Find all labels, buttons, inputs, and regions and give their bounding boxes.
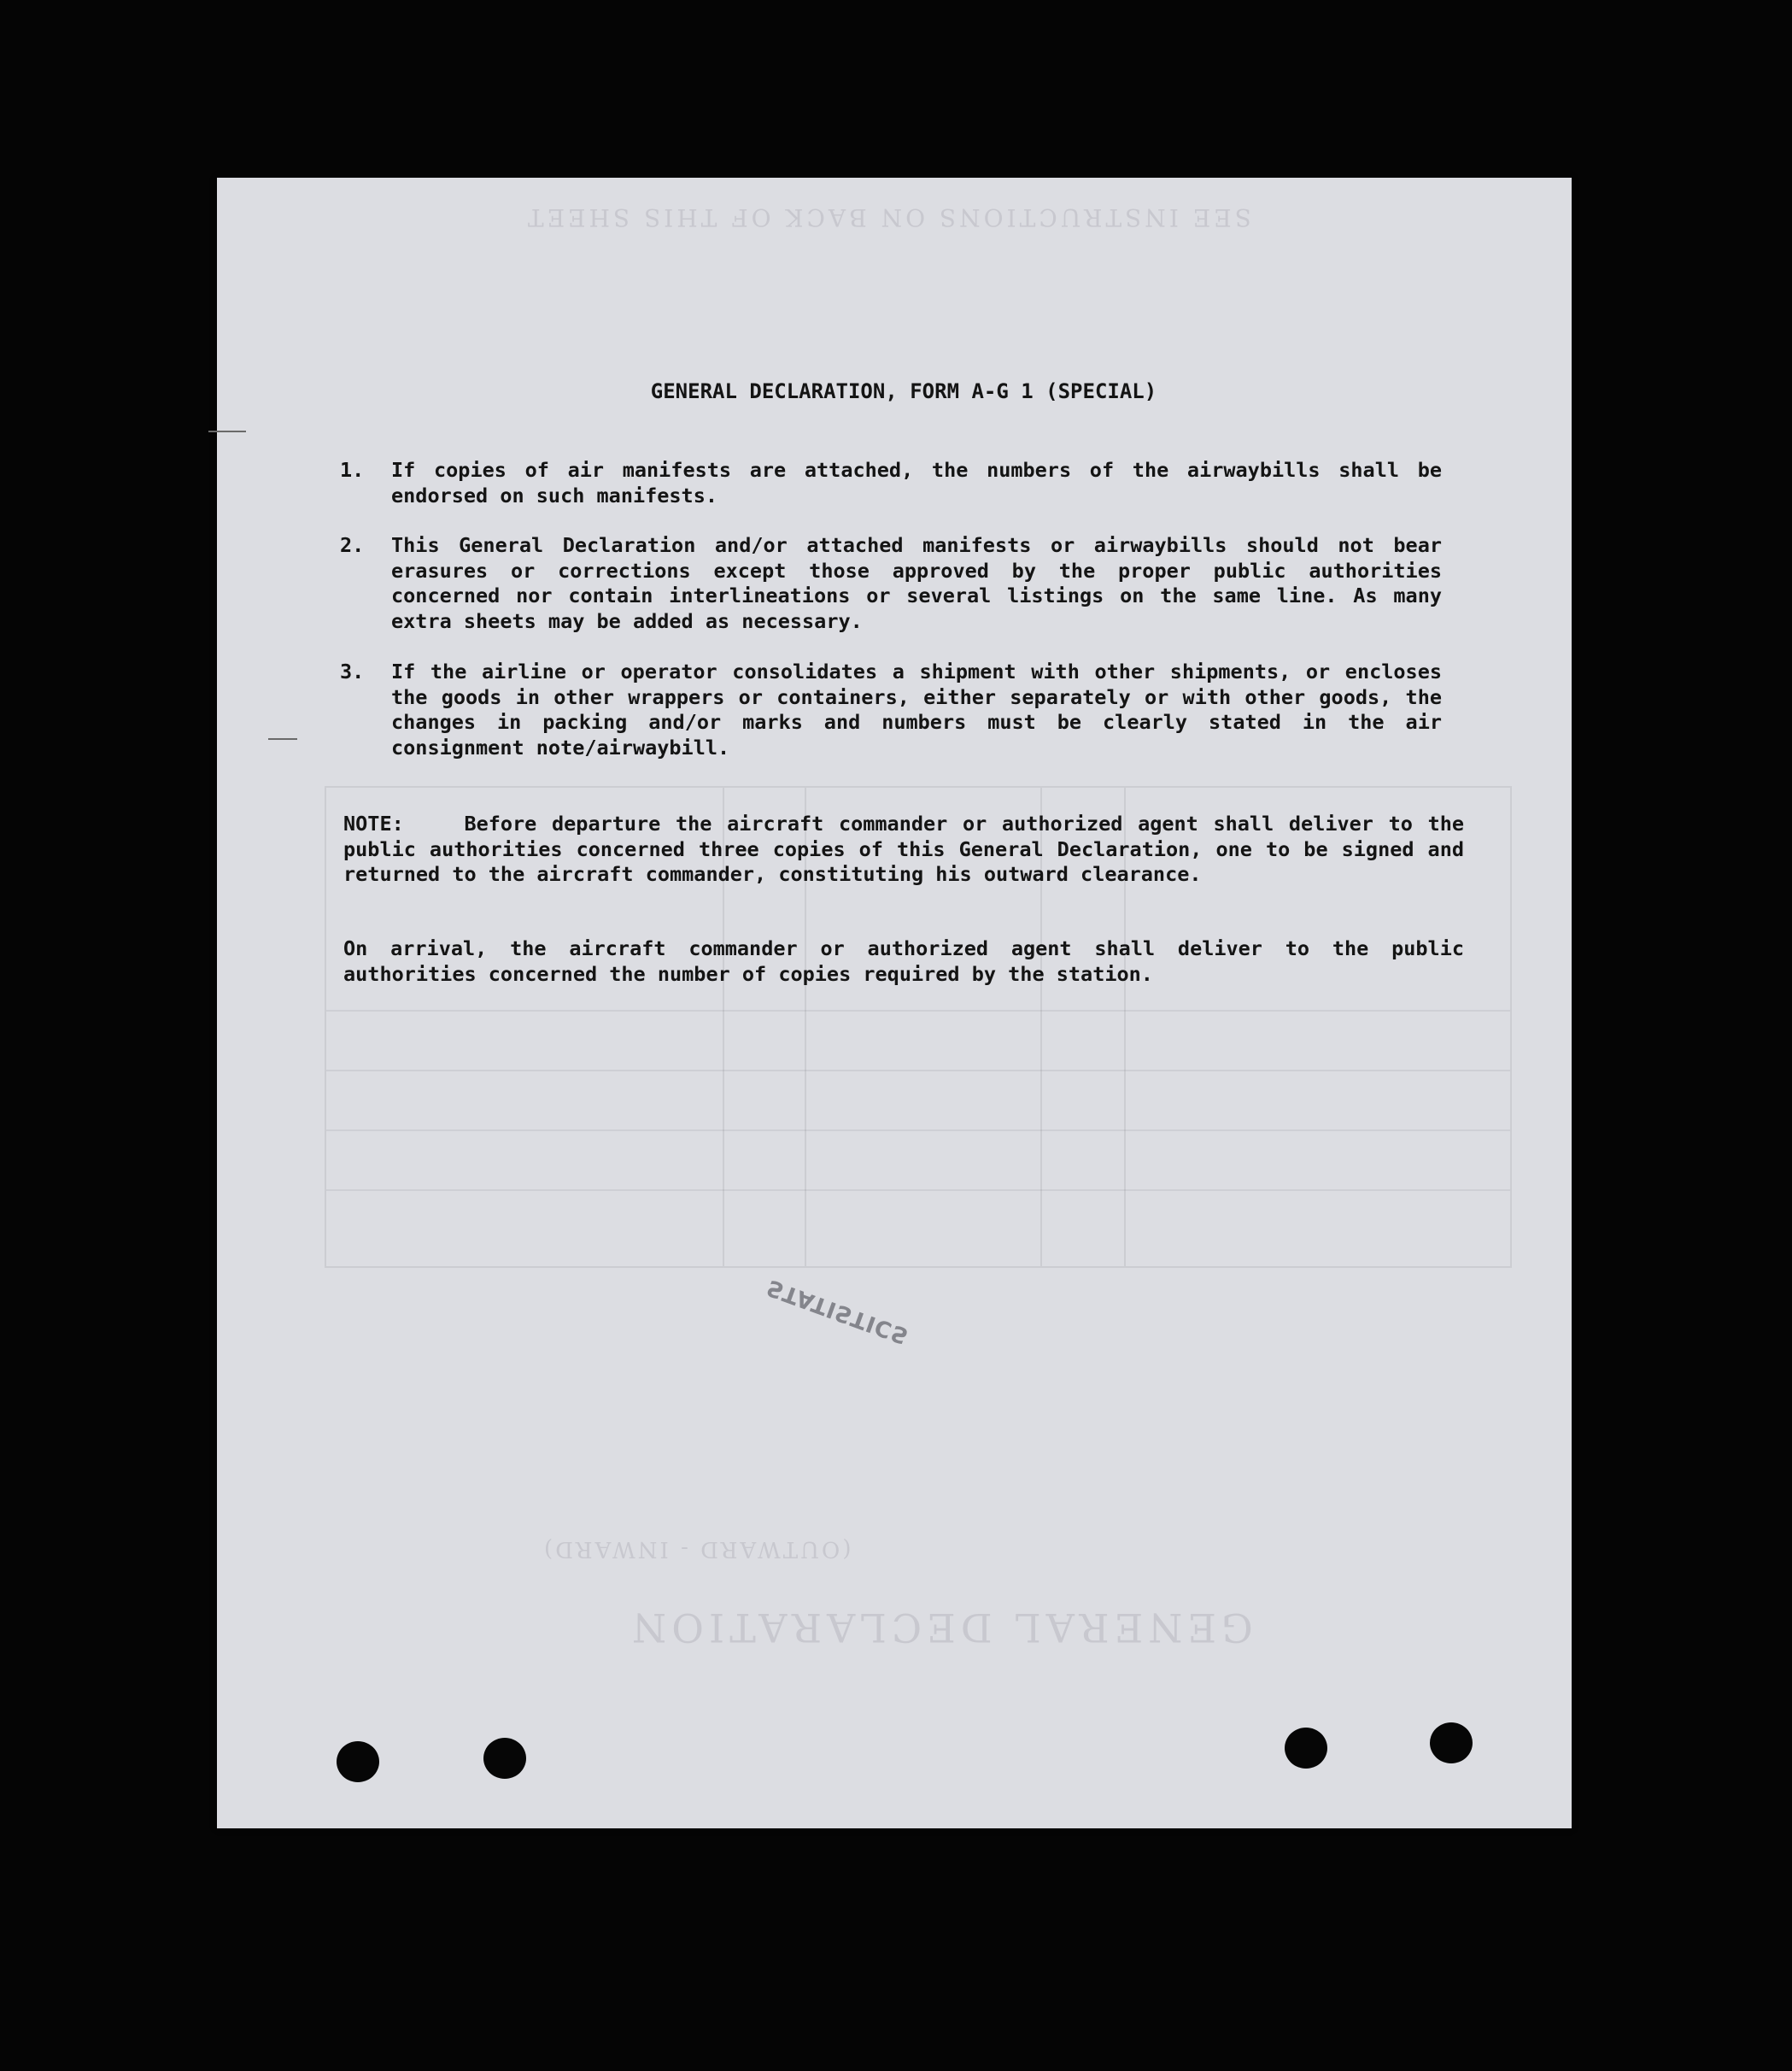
bleed-through-title: GENERAL DECLARATION [627, 1605, 1253, 1651]
punch-hole [337, 1741, 379, 1782]
punch-hole [1430, 1722, 1473, 1763]
margin-mark [268, 738, 297, 740]
instruction-item [340, 458, 1442, 508]
punch-hole [483, 1738, 526, 1779]
instruction-number: 2. [340, 533, 365, 557]
instruction-item [340, 533, 1442, 634]
bleed-through-rule [326, 1129, 1510, 1131]
instruction-text: If the airline or operator consolidates a shipment with other shipments, or encloses the goods in other wrappers or containers, either separately or with other goods, the changes in packing and/or marks and numbers must be clearly stated in the air consignment note/airwaybill. [391, 660, 1442, 760]
statistics-stamp: STATISTICS [764, 1274, 913, 1349]
bleed-through-rule [326, 1070, 1510, 1071]
punch-hole [1285, 1728, 1327, 1769]
bleed-through-rule [326, 1010, 1510, 1012]
arrival-paragraph: On arrival, the aircraft commander or authorized agent shall deliver to the public authorities concerned the number of copies required by the station. [343, 936, 1464, 986]
bleed-through-subtitle: (OUTWARD - INWARD) [542, 1536, 852, 1562]
instruction-number: 3. [340, 660, 365, 683]
note-paragraph [343, 812, 1464, 888]
document-page [217, 178, 1572, 1828]
instruction-number: 1. [340, 458, 365, 482]
note-text: Before departure the aircraft commander or authorized agent shall deliver to the public authorities concerned three copies of this General Declaration, one to be signed and returned to the aircraft commander, constituting his outward clearance. [343, 812, 1465, 886]
instruction-text: If copies of air manifests are attached, the numbers of the airwaybills shall be endorsed on such manifests. [391, 458, 1442, 507]
bleed-through-top-line: SEE INSTRUCTIONS ON BACK OF THIS SHEET [524, 203, 1251, 232]
instruction-text: This General Declaration and/or attached manifests or airwaybills should not bear erasures or corrections except those approved by the proper public authorities concerned nor contain interlineations or several listings on the same line. As many extra sheets may be added as necessary. [391, 533, 1442, 633]
margin-mark [208, 431, 246, 432]
bleed-through-rule [326, 1189, 1510, 1191]
instruction-item [340, 660, 1442, 760]
note-label: NOTE: [343, 812, 404, 836]
document-title: GENERAL DECLARATION, FORM A-G 1 (SPECIAL) [650, 379, 1157, 403]
